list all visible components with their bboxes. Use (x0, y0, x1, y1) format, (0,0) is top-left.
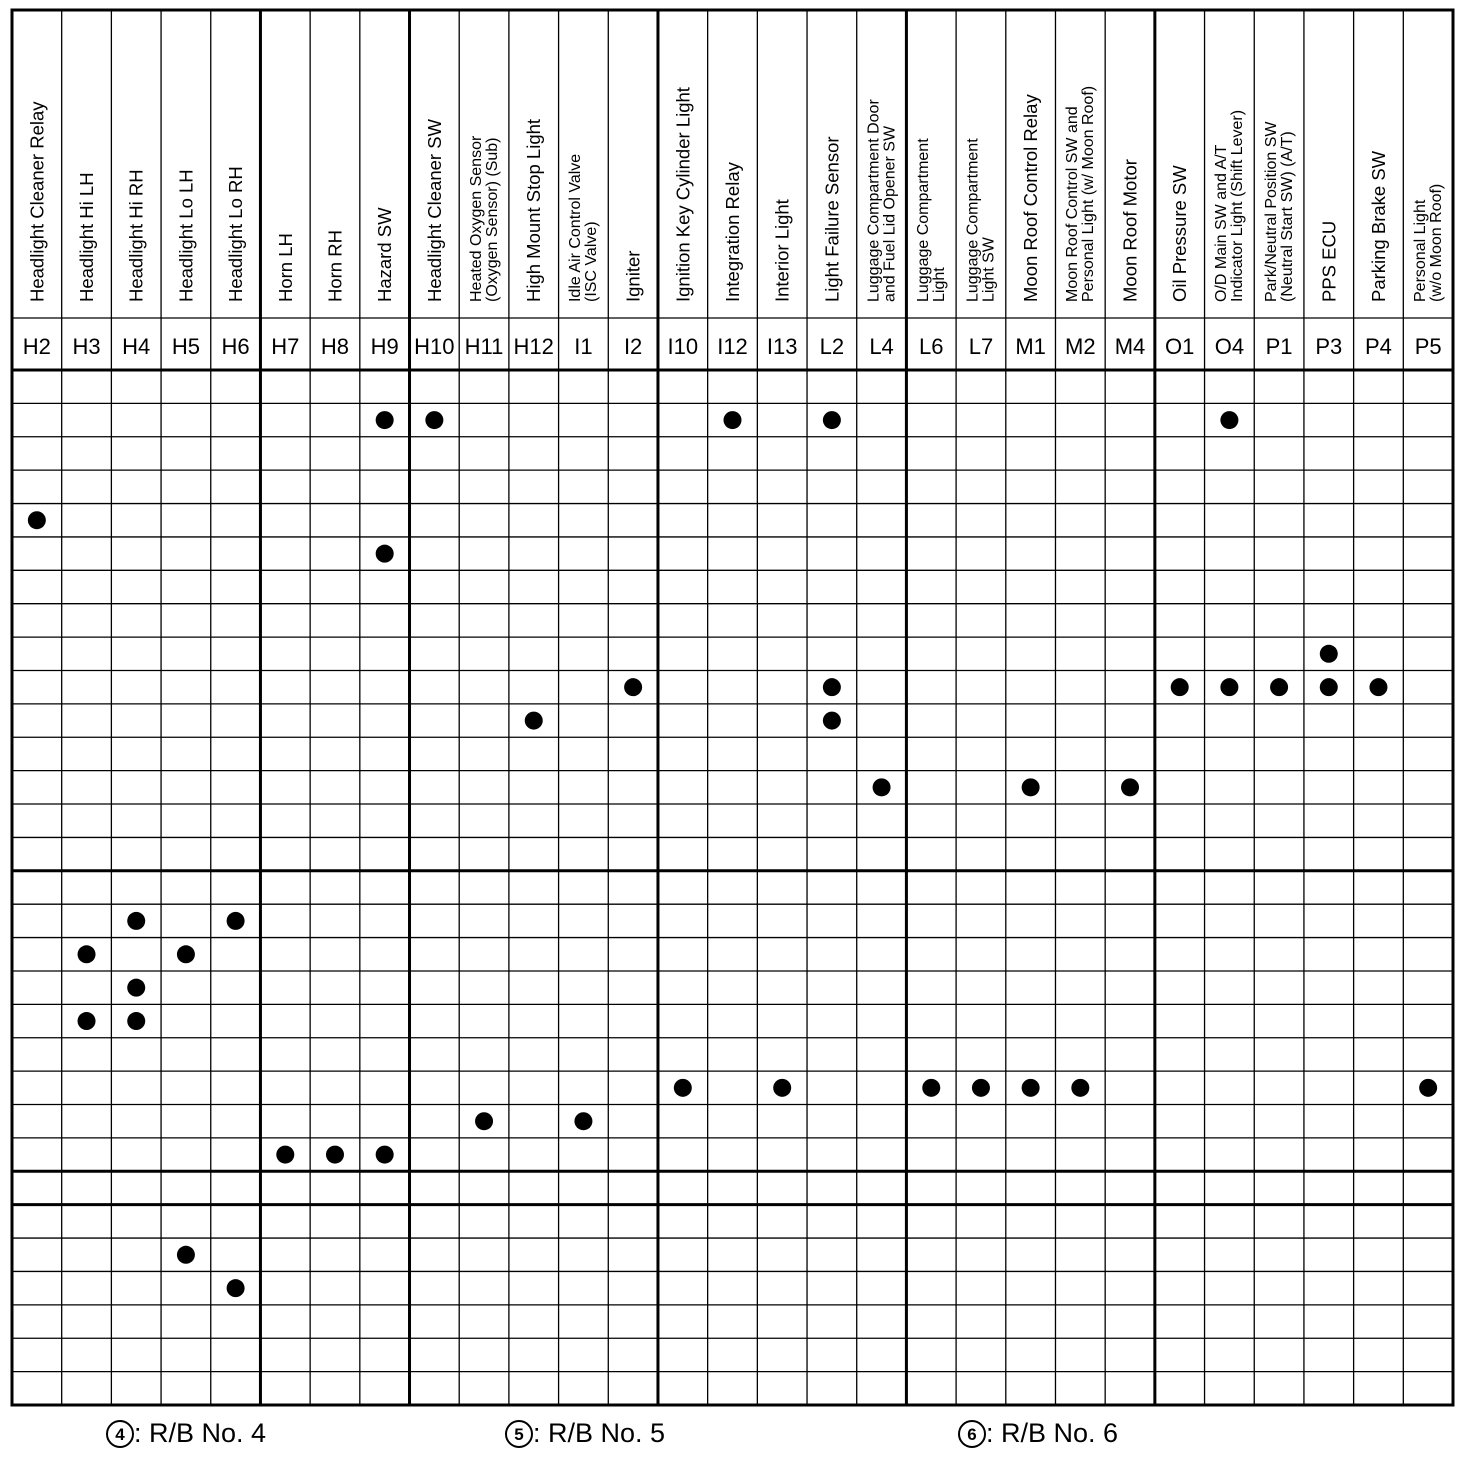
connection-dot-p3-row-9 (1320, 678, 1338, 696)
column-code-p1: P1 (1265, 334, 1293, 359)
column-code-i2: I2 (623, 334, 643, 359)
legend-item-rb4 (106, 1418, 266, 1449)
connection-dot-h10-row-1 (425, 411, 443, 429)
connection-dot-m1-row-12 (1022, 778, 1040, 796)
column-code-o1: O1 (1165, 334, 1195, 359)
column-name-line: Horn RH (324, 230, 346, 302)
column-name-p3 (1318, 221, 1339, 302)
column-name-line: Light SW (980, 237, 998, 302)
connection-dot-m4-row-12 (1121, 778, 1139, 796)
connection-dot-h8-row-23 (326, 1146, 344, 1164)
connection-dot-i2-row-9 (624, 678, 642, 696)
column-code-h6: H6 (221, 334, 250, 359)
column-code-p4: P4 (1365, 334, 1392, 359)
column-code-h11: H11 (464, 334, 504, 359)
connection-dot-l2-row-9 (823, 678, 841, 696)
connection-dot-l7-row-21 (972, 1079, 990, 1097)
column-name-line: Headlight Hi LH (76, 172, 98, 302)
column-name-m4 (1119, 159, 1140, 302)
column-name-line: (w/o Moon Roof) (1427, 183, 1445, 302)
connection-dot-m1-row-21 (1022, 1079, 1040, 1097)
column-name-line: Oil Pressure SW (1169, 165, 1191, 302)
column-name-l2 (821, 136, 842, 302)
column-name-i10 (672, 87, 693, 302)
connection-dot-h9-row-1 (376, 411, 394, 429)
connection-dot-p3-row-8 (1320, 645, 1338, 663)
connection-dot-h11-row-22 (475, 1112, 493, 1130)
connection-dot-i12-row-1 (724, 411, 742, 429)
connection-dot-h2-row-4 (28, 511, 46, 529)
legend-text-rb6: : R/B No. 6 (986, 1418, 1119, 1448)
column-name-h4 (126, 169, 147, 302)
connection-dot-o4-row-9 (1220, 678, 1238, 696)
column-name-i12 (722, 161, 743, 302)
column-code-m4: M4 (1114, 334, 1146, 359)
connection-dot-h4-row-18 (127, 979, 145, 997)
column-name-line: Headlight Hi RH (125, 169, 147, 302)
connection-dot-i1-row-22 (574, 1112, 592, 1130)
connection-dot-o1-row-9 (1171, 678, 1189, 696)
column-name-m2 (1064, 86, 1097, 302)
connection-dot-h9-row-5 (376, 545, 394, 563)
column-code-h9: H9 (370, 334, 399, 359)
column-name-h8 (324, 230, 345, 302)
column-name-l4 (865, 99, 898, 302)
connection-dot-o4-row-1 (1220, 411, 1238, 429)
column-name-h7 (275, 233, 296, 302)
column-name-line: Interior Light (771, 199, 793, 302)
column-name-line: Moon Roof Control Relay (1020, 94, 1042, 302)
column-name-line: High Mount Stop Light (523, 118, 545, 302)
column-name-line: (Neutral Start SW) (A/T) (1278, 131, 1296, 302)
column-name-line: Headlight Lo LH (175, 169, 197, 302)
column-name-line: Headlight Cleaner Relay (26, 101, 48, 302)
column-code-h10: H10 (414, 334, 455, 359)
column-name-line: Personal Light (w/ Moon Roof) (1080, 85, 1098, 302)
connection-dot-l2-row-1 (823, 411, 841, 429)
column-name-line: Indicator Light (Shift Lever) (1229, 109, 1247, 302)
column-name-h10 (424, 118, 445, 302)
column-name-p5 (1412, 184, 1445, 302)
connection-dot-p1-row-9 (1270, 678, 1288, 696)
column-name-line: Ignition Key Cylinder Light (672, 87, 694, 302)
legend-item-rb5 (505, 1418, 665, 1449)
column-code-h2: H2 (22, 334, 51, 359)
column-name-line: Light Failure Sensor (821, 136, 843, 302)
column-name-i1 (567, 154, 600, 302)
column-code-l4: L4 (869, 334, 894, 359)
column-name-line: (ISC Valve) (583, 221, 601, 302)
connection-dot-i13-row-21 (773, 1079, 791, 1097)
column-name-line: Moon Roof Control SW and (1064, 106, 1082, 302)
column-code-o4: O4 (1214, 334, 1245, 359)
column-name-line: Park/Neutral Position SW (1262, 121, 1280, 302)
column-code-i12: I12 (717, 334, 748, 359)
column-name-line: Igniter (622, 250, 644, 302)
column-name-line: Headlight Lo RH (225, 166, 247, 302)
column-name-line: Light (931, 267, 949, 302)
connection-dot-h5-row-26 (177, 1246, 195, 1264)
column-name-line: Horn LH (274, 233, 296, 302)
connection-dot-h6-row-16 (227, 912, 245, 930)
connection-dot-h4-row-19 (127, 1012, 145, 1030)
legend (0, 1418, 1472, 1468)
column-name-line: O/D Main SW and A/T (1213, 144, 1231, 302)
connection-dot-h5-row-17 (177, 945, 195, 963)
connection-dot-h12-row-10 (525, 712, 543, 730)
column-code-l6: L6 (919, 334, 944, 359)
connection-dot-p4-row-9 (1369, 678, 1387, 696)
legend-text-rb4: : R/B No. 4 (134, 1418, 267, 1448)
connection-dot-p5-row-21 (1419, 1079, 1437, 1097)
column-code-h7: H7 (271, 334, 300, 359)
column-name-p4 (1368, 150, 1389, 302)
column-code-h12: H12 (513, 334, 554, 359)
circled-number-4-icon: 4 (106, 1420, 134, 1448)
legend-text-rb5: : R/B No. 5 (533, 1418, 666, 1448)
column-code-m1: M1 (1015, 334, 1046, 359)
column-name-line: PPS ECU (1318, 220, 1340, 302)
connection-dot-h4-row-16 (127, 912, 145, 930)
column-name-h11 (468, 135, 501, 302)
column-name-h5 (175, 169, 196, 302)
connection-dot-h3-row-17 (78, 945, 96, 963)
column-code-l7: L7 (968, 334, 994, 359)
column-code-m2: M2 (1065, 334, 1096, 359)
connection-dot-i10-row-21 (674, 1079, 692, 1097)
column-name-o4 (1213, 110, 1246, 302)
column-code-p5: P5 (1414, 334, 1442, 359)
connection-dot-h3-row-19 (78, 1012, 96, 1030)
column-name-h12 (523, 119, 544, 302)
column-name-p1 (1263, 121, 1296, 302)
column-name-l7 (965, 138, 998, 302)
column-name-line: (Oxygen Sensor) (Sub) (483, 137, 501, 302)
column-name-line: and Fuel Lid Opener SW (881, 125, 899, 302)
connection-dot-l2-row-10 (823, 712, 841, 730)
column-name-line: Personal Light (1411, 199, 1429, 302)
column-name-i13 (772, 199, 793, 302)
circled-number-5-icon: 5 (505, 1420, 533, 1448)
column-name-o1 (1169, 165, 1190, 302)
column-code-p3: P3 (1315, 334, 1343, 359)
column-name-line: Headlight Cleaner SW (423, 118, 445, 302)
column-name-m1 (1020, 94, 1041, 302)
column-name-line: Idle Air Control Valve (567, 153, 585, 302)
circled-number-6-icon: 6 (958, 1420, 986, 1448)
column-code-h4: H4 (122, 334, 151, 359)
column-code-i10: I10 (667, 334, 699, 359)
connection-dot-l6-row-21 (922, 1079, 940, 1097)
column-code-i1: I1 (574, 334, 593, 359)
column-name-i2 (623, 251, 644, 302)
column-name-h9 (374, 207, 395, 302)
column-name-line: Luggage Compartment (915, 138, 933, 302)
column-code-h5: H5 (171, 334, 200, 359)
column-code-l2: L2 (819, 334, 845, 359)
connection-dot-m2-row-21 (1071, 1079, 1089, 1097)
column-name-h6 (225, 166, 246, 302)
column-name-line: Moon Roof Motor (1119, 159, 1141, 302)
connection-dot-h9-row-23 (376, 1146, 394, 1164)
column-name-l6 (915, 138, 948, 302)
connection-dot-h6-row-27 (227, 1279, 245, 1297)
column-code-h3: H3 (72, 334, 101, 359)
column-name-line: Luggage Compartment (964, 138, 982, 302)
column-name-h2 (26, 101, 47, 302)
column-code-h8: H8 (320, 334, 350, 359)
legend-item-rb6 (958, 1418, 1118, 1449)
column-name-line: Luggage Compartment Door (865, 99, 883, 302)
column-name-h3 (76, 172, 97, 302)
column-code-i13: I13 (766, 334, 798, 359)
column-name-line: Integration Relay (721, 162, 743, 302)
column-name-line: Parking Brake SW (1367, 150, 1389, 302)
column-name-line: Hazard SW (374, 207, 396, 302)
connection-dot-h7-row-23 (276, 1146, 294, 1164)
column-name-line: Heated Oxygen Sensor (467, 135, 485, 302)
connection-dot-l4-row-12 (873, 778, 891, 796)
